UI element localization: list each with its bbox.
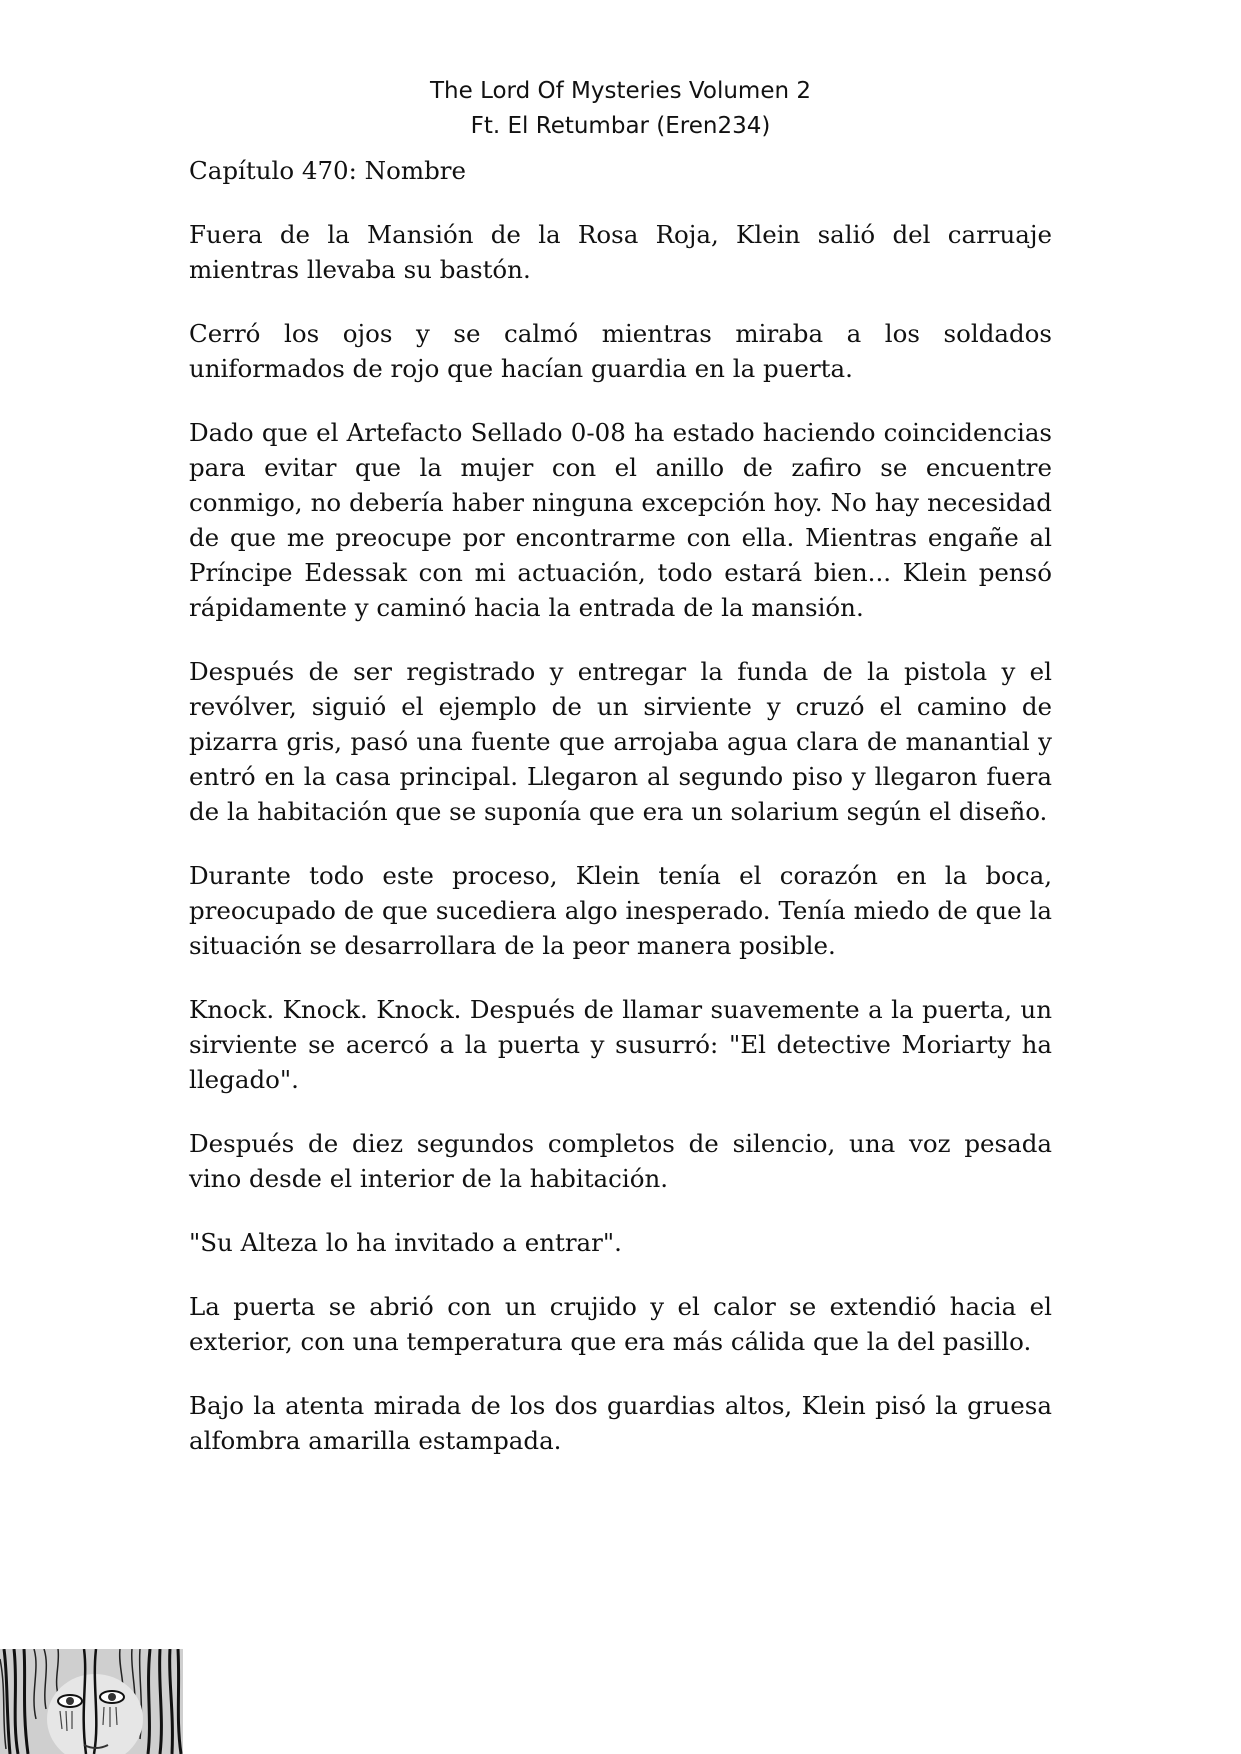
paragraph: Durante todo este proceso, Klein tenía el corazón en la boca, preocupado de que sucediera algo inesperado. Tenía miedo de que la situación se desarrollara de la peor manera posible. bbox=[189, 861, 1052, 960]
paragraph: Fuera de la Mansión de la Rosa Roja, Klein salió del carruaje mientras llevaba su bastón. bbox=[189, 220, 1052, 284]
paragraph: Dado que el Artefacto Sellado 0-08 ha estado haciendo coincidencias para evitar que la mujer con el anillo de zafiro se encuentre conmigo, no debería haber ninguna excepción hoy. No hay necesidad de que me preocupe por encontrarme con ella. Mientras engañe al Príncipe Edessak con mi actuación, todo estará bien... Klein pensó rápidamente y caminó hacia la entrada de la mansión. bbox=[189, 418, 1052, 622]
chapter-title: Capítulo 470: Nombre bbox=[189, 156, 466, 185]
paragraph: Cerró los ojos y se calmó mientras miraba a los soldados uniformados de rojo que hacían guardia en la puerta. bbox=[189, 319, 1052, 383]
chapter-body bbox=[189, 153, 1052, 1487]
paragraph: "Su Alteza lo ha invitado a entrar". bbox=[189, 1228, 622, 1257]
header-title: The Lord Of Mysteries Volumen 2 bbox=[429, 78, 811, 104]
paragraph: Después de ser registrado y entregar la funda de la pistola y el revólver, siguió el ejemplo de un sirviente y cruzó el camino de pizarra gris, pasó una fuente que arrojaba agua clara de manantial y entró en la casa principal. Llegaron al segundo piso y llegaron fuera de la habitación que se suponía que era un solarium según el diseño. bbox=[189, 657, 1052, 826]
header-credit: Ft. El Retumbar (Eren234) bbox=[470, 113, 771, 139]
paragraph: Después de diez segundos completos de silencio, una voz pesada vino desde el interior de la habitación. bbox=[189, 1129, 1052, 1193]
page-header bbox=[0, 74, 1241, 144]
paragraph: Knock. Knock. Knock. Después de llamar suavemente a la puerta, un sirviente se acercó a la puerta y susurró: "El detective Moriarty ha llegado". bbox=[189, 995, 1052, 1094]
paragraph: Bajo la atenta mirada de los dos guardias altos, Klein pisó la gruesa alfombra amarilla estampada. bbox=[189, 1391, 1052, 1455]
manga-character-illustration bbox=[0, 1649, 183, 1754]
paragraph: La puerta se abrió con un crujido y el calor se extendió hacia el exterior, con una temperatura que era más cálida que la del pasillo. bbox=[189, 1292, 1052, 1356]
